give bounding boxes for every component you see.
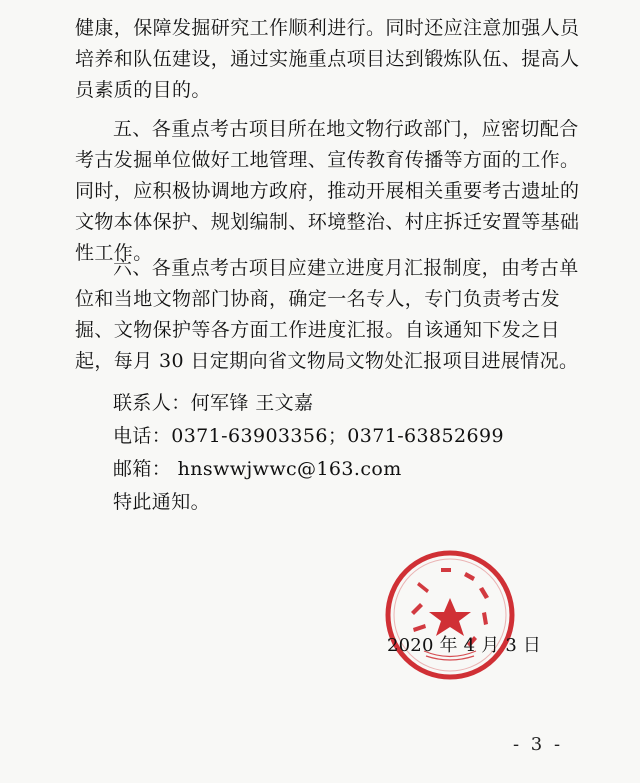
phone-number: 电话：0371-63903356；0371-63852699 bbox=[113, 425, 504, 447]
official-seal bbox=[375, 540, 525, 690]
paragraph-6: 六、各重点考古项目应建立进度月汇报制度，由考古单位和当地文物部门协商，确定一名专人，专门负责考古发掘、文物保护等各方面工作进度汇报。自该通知下发之日起，每月 30 日定期向省文物局文物处汇报项目进展情况。 bbox=[75, 257, 579, 372]
paragraph-5: 五、各重点考古项目所在地文物行政部门，应密切配合考古发掘单位做好工地管理、宣传教育传播等方面的工作。同时，应积极协调地方政府，推动开展相关重要考古遗址的文物本体保护、规划编制、环境整治、村庄拆迁安置等基础性工作。 bbox=[75, 118, 580, 264]
closing-line: 特此通知。 bbox=[113, 491, 211, 513]
email-address: 邮箱： hnswwjwwc@163.com bbox=[113, 458, 402, 480]
paragraph-1: 健康，保障发掘研究工作顺利进行。同时还应注意加强人员培养和队伍建设，通过实施重点项目达到锻炼队伍、提高人员素质的目的。 bbox=[75, 17, 580, 101]
document-date: 2020 年 4 月 3 日 bbox=[387, 635, 542, 656]
page-number: - 3 - bbox=[513, 734, 564, 755]
contact-people: 联系人：何军锋 王文嘉 bbox=[113, 392, 314, 414]
